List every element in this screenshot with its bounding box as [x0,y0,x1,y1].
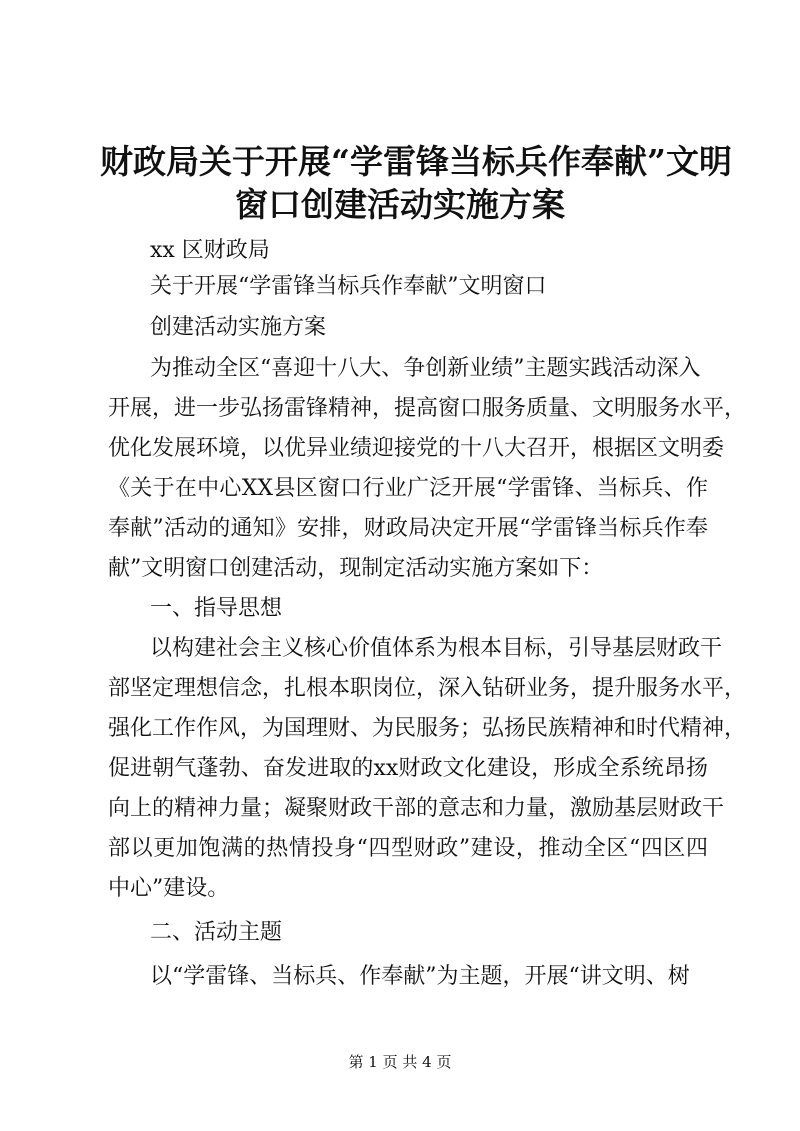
subtitle-line-2: 创建活动实施方案 [150,315,327,340]
section-1-paragraph-line: 向上的精神力量；凝聚财政干部的意志和力量，激励基层财政干 [108,796,725,821]
document-title-line-1: 财政局关于开展“学雷锋当标兵作奉献”文明 [100,142,732,181]
intro-paragraph-line: 献”文明窗口创建活动，现制定活动实施方案如下： [108,556,604,581]
page-number-footer: 第 1 页 共 4 页 [348,1053,452,1071]
section-1-paragraph-line: 部以更加饱满的热情投身“四型财政”建设，推动全区“四区四 [108,836,708,861]
section-2-heading: 二、活动主题 [150,920,283,945]
section-1-heading: 一、指导思想 [150,596,283,621]
section-2-paragraph-line: 以“学雷锋、当标兵、作奉献”为主题，开展“讲文明、树 [150,964,690,989]
section-1-paragraph-line: 促进朝气蓬勃、奋发进取的xx财政文化建设，形成全系统昂扬 [108,756,708,781]
intro-paragraph-line: 开展，进一步弘扬雷锋精神，提高窗口服务质量、文明服务水平， [108,396,747,421]
section-1-paragraph-line: 强化工作作风，为国理财、为民服务；弘扬民族精神和时代精神， [108,716,747,741]
intro-paragraph-line: 为推动全区“喜迎十八大、争创新业绩”主题实践活动深入 [150,356,701,381]
section-1-paragraph-line: 部坚定理想信念，扎根本职岗位，深入钻研业务，提升服务水平， [108,676,747,701]
subtitle-line-1: 关于开展“学雷锋当标兵作奉献”文明窗口 [150,274,547,299]
intro-paragraph-line: 奉献”活动的通知》安排，财政局决定开展“学雷锋当标兵作奉 [108,516,708,541]
intro-paragraph-line: 《关于在中心XX县区窗口行业广泛开展“学雷锋、当标兵、作 [108,476,708,501]
intro-paragraph-line: 优化发展环境，以优异业绩迎接党的十八大召开，根据区文明委 [108,436,725,461]
issuing-organization: xx 区财政局 [150,238,270,263]
section-1-paragraph-line: 中心”建设。 [108,876,230,901]
section-1-paragraph-line: 以构建社会主义核心价值体系为根本目标，引导基层财政干 [150,636,723,661]
document-title-line-2: 窗口创建活动实施方案 [235,185,565,224]
